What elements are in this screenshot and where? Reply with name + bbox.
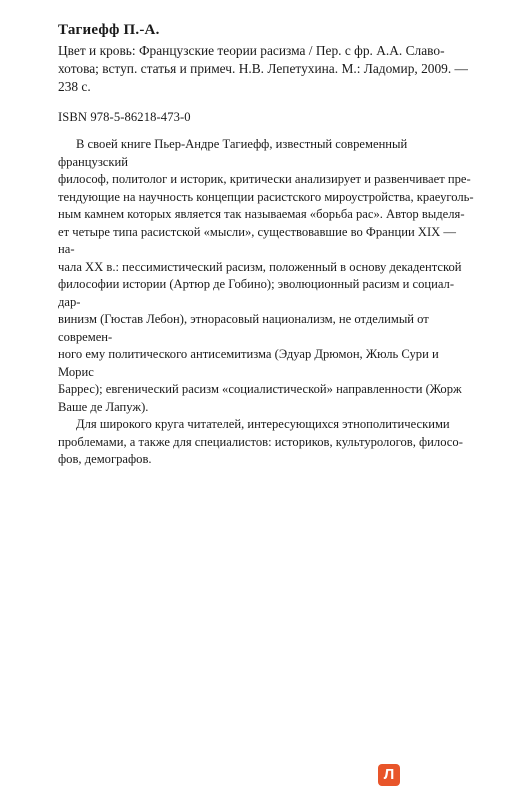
abstract-line: фов, демографов. [58,452,152,466]
abstract-paragraph-2 [58,416,474,469]
abstract [58,136,474,469]
abstract-paragraph-1 [58,136,474,416]
isbn: ISBN 978-5-86218-473-0 [58,110,191,124]
abstract-line: В своей книге Пьер-Андре Тагиефф, известный современный французский [58,137,408,169]
bib-line: Цвет и кровь: Французские теории расизма / Пер. с фр. А.А. Славо- [58,43,445,58]
bib-line: 238 с. [58,79,91,94]
bib-line: хотова; вступ. статья и примеч. Н.В. Лепетухина. М.: Ладомир, 2009. — [58,61,468,76]
abstract-line: философии истории (Артюр де Гобино); эволюционный расизм и социал-дар- [58,277,455,309]
author-name: Тагиефф П.-А. [58,22,160,38]
abstract-line: тендующие на научность концепции расистского мироустройства, краеуголь- [58,189,474,204]
bibliographic-record [58,42,472,96]
abstract-line: проблемами, а также для специалистов: историков, культурологов, филосо- [58,434,463,449]
abstract-line: чала XX в.: пессимистический расизм, положенный в основу декадентской [58,259,462,274]
abstract-line: ет четыре типа расистской «мысли», существовавшие во Франции XIX — на- [58,224,456,256]
abstract-line: Баррес); евгенический расизм «социалистической» направленности (Жорж [58,382,462,396]
abstract-line: философ, политолог и историк, критически анализирует и развенчивает пре- [58,172,471,186]
abstract-line: ным камнем которых является так называемая «борьба рас». Автор выделя- [58,207,465,221]
abstract-line: винизм (Гюстав Лебон), этнорасовый национализм, не отделимый от современ- [58,312,429,344]
abstract-line: ного ему политического антисемитизма (Эдуар Дрюмон, Жюль Сури и Морис [58,347,439,379]
publisher-logo-icon: Л [378,764,400,786]
abstract-line: Ваше де Лапуж). [58,399,149,414]
abstract-line: Для широкого круга читателей, интересующихся этнополитическими [76,417,450,431]
